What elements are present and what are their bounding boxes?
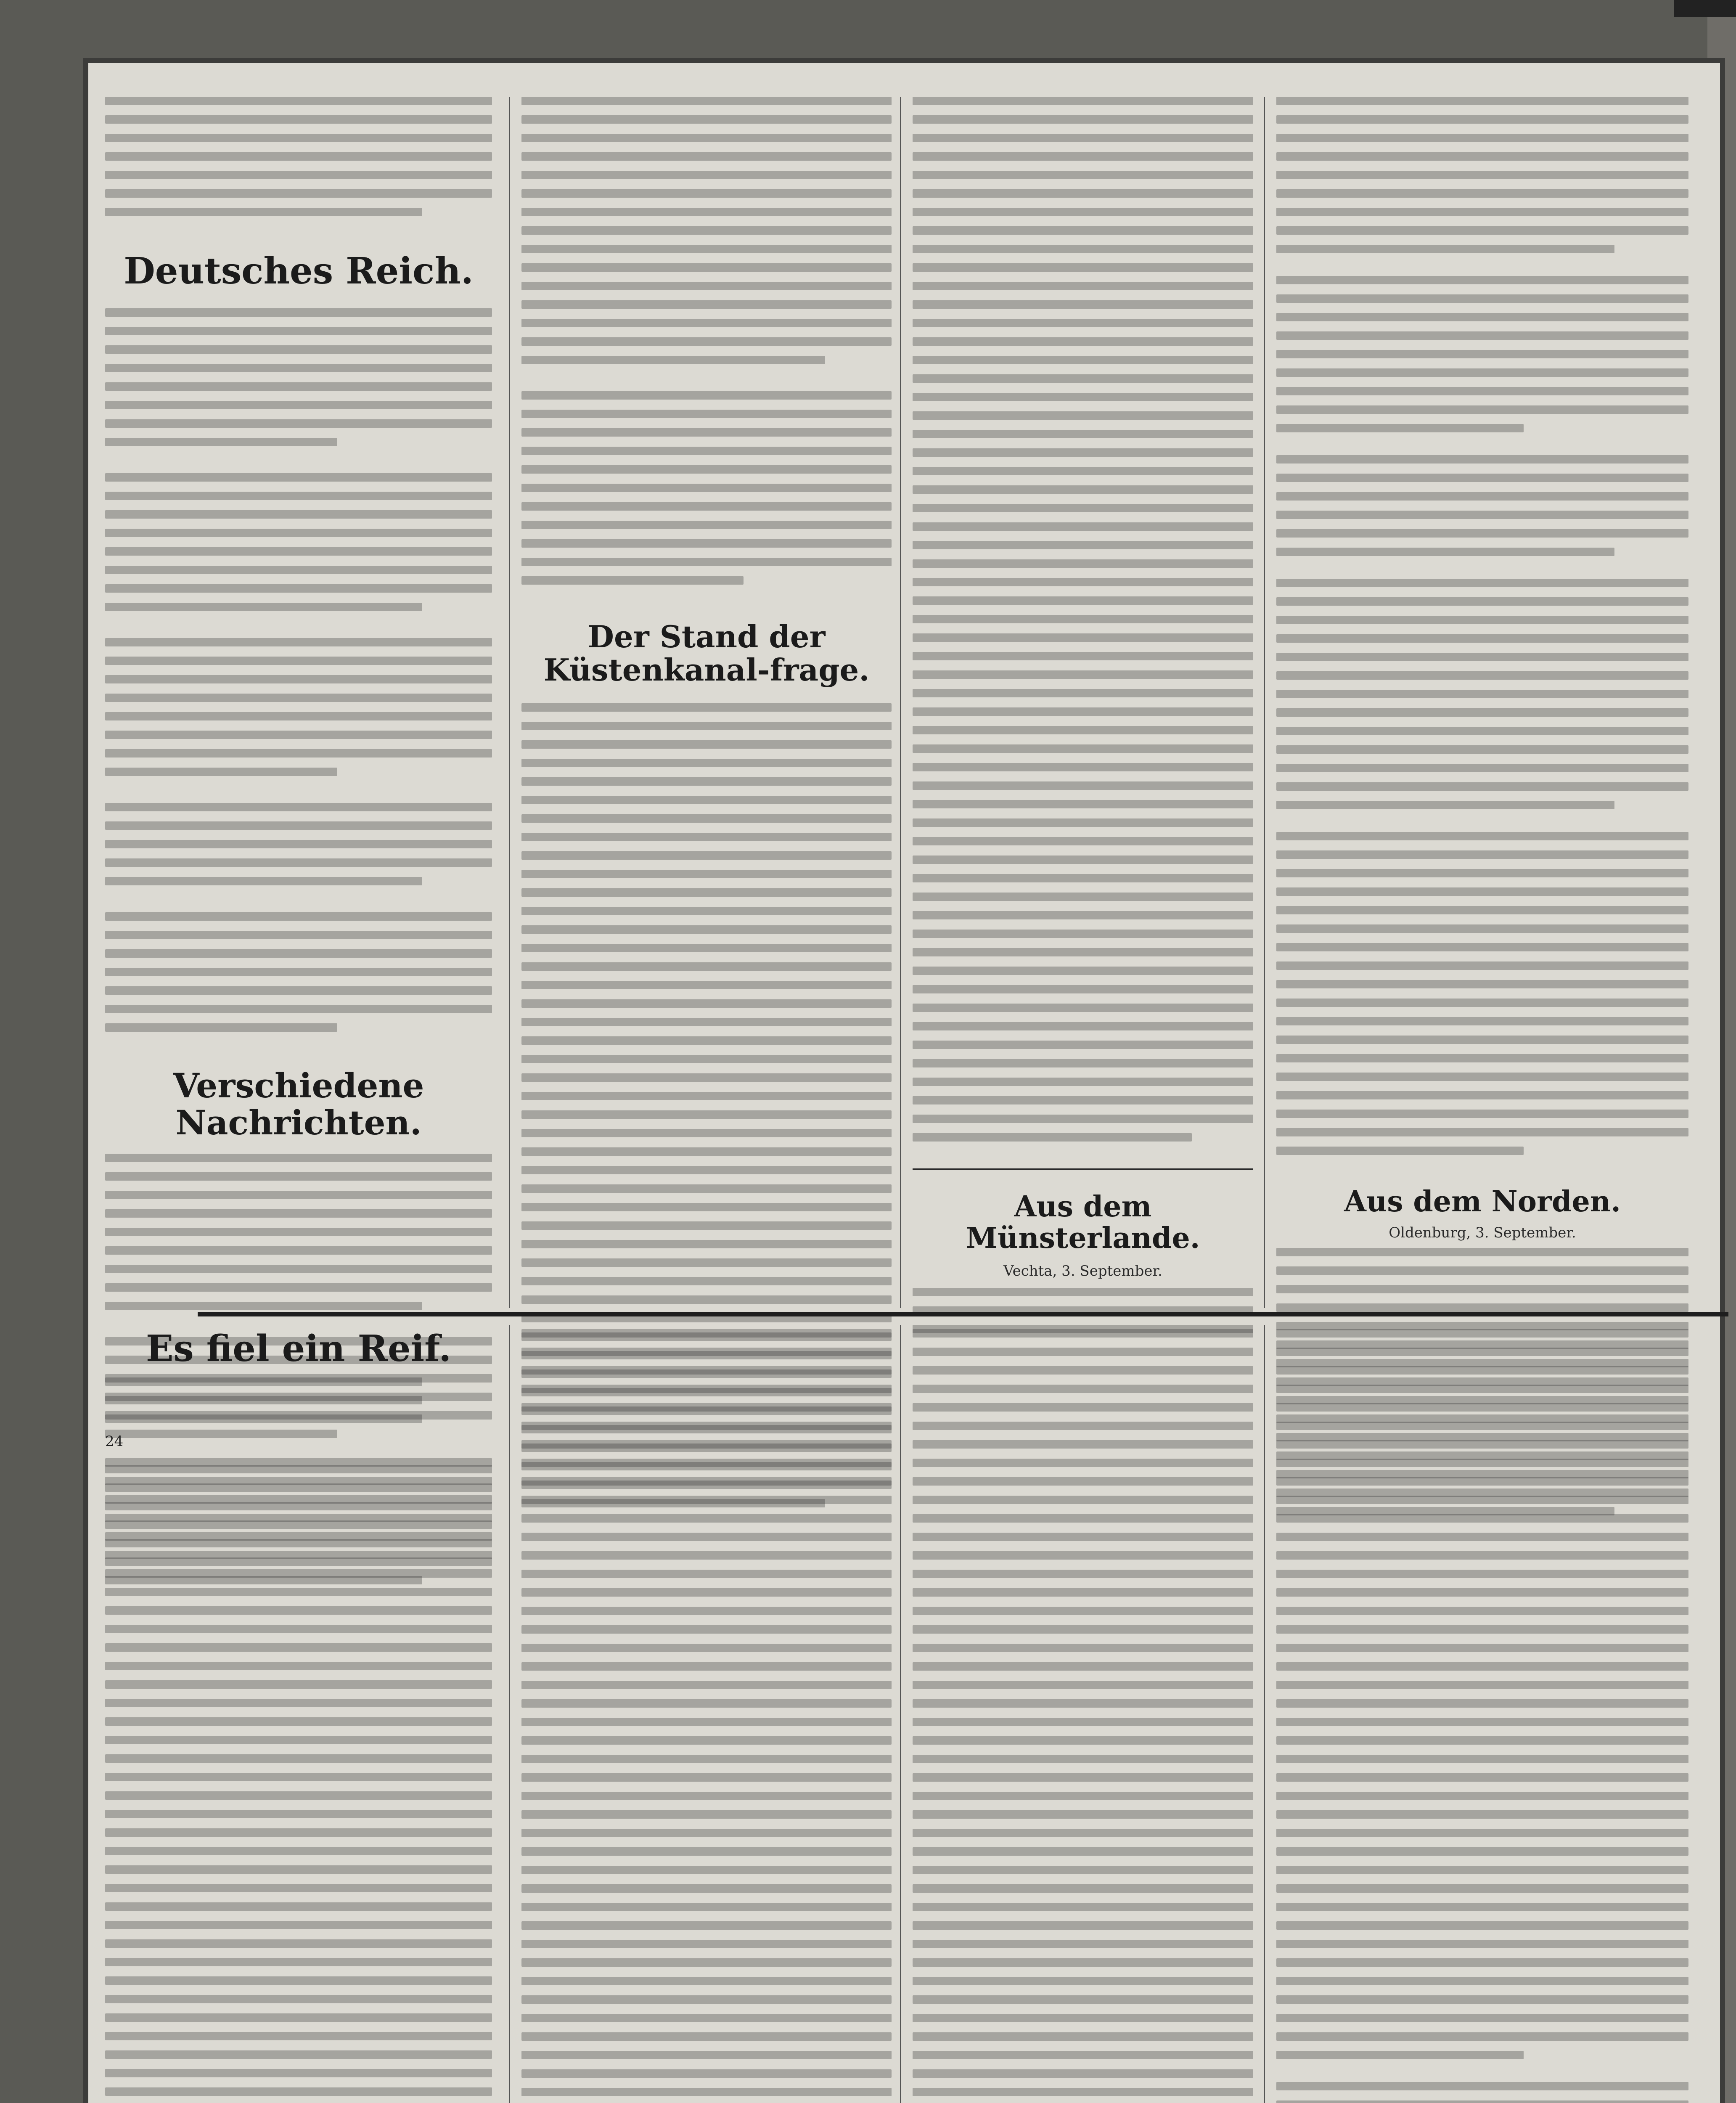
section-divider <box>198 1312 1728 1316</box>
section-heading: Der Stand der Küstenkanal-frage. <box>543 619 870 688</box>
column-2 <box>521 97 892 1518</box>
serial-column-2 <box>521 1329 892 2103</box>
column-4 <box>1276 97 1688 1526</box>
serial-title: Es fiel ein Reif. <box>146 1327 452 1370</box>
column-rule <box>900 1325 901 2103</box>
newspaper-page <box>88 63 1720 2103</box>
column-3 <box>913 97 1253 1343</box>
column-rule <box>509 97 510 1308</box>
column-rule <box>1264 1325 1265 2103</box>
column-rule <box>1264 97 1265 1308</box>
section-heading: Aus dem Münsterlande. <box>966 1190 1200 1255</box>
dateline: Oldenburg, 3. September. <box>1389 1224 1576 1241</box>
section-heading: Deutsches Reich. <box>124 250 474 292</box>
section-heading: Verschiedene Nachrichten. <box>173 1065 424 1142</box>
dateline: Vechta, 3. September. <box>1003 1262 1162 1279</box>
serial-column-3 <box>913 1329 1253 2103</box>
serial-column-1 <box>105 1329 492 2103</box>
serial-column-4 <box>1276 1329 1688 2103</box>
page-number: 24 <box>105 1433 124 1450</box>
column-rule <box>900 97 901 1308</box>
section-heading: Aus dem Norden. <box>1344 1185 1621 1218</box>
column-rule <box>509 1325 510 2103</box>
scan-corner <box>1674 0 1736 17</box>
